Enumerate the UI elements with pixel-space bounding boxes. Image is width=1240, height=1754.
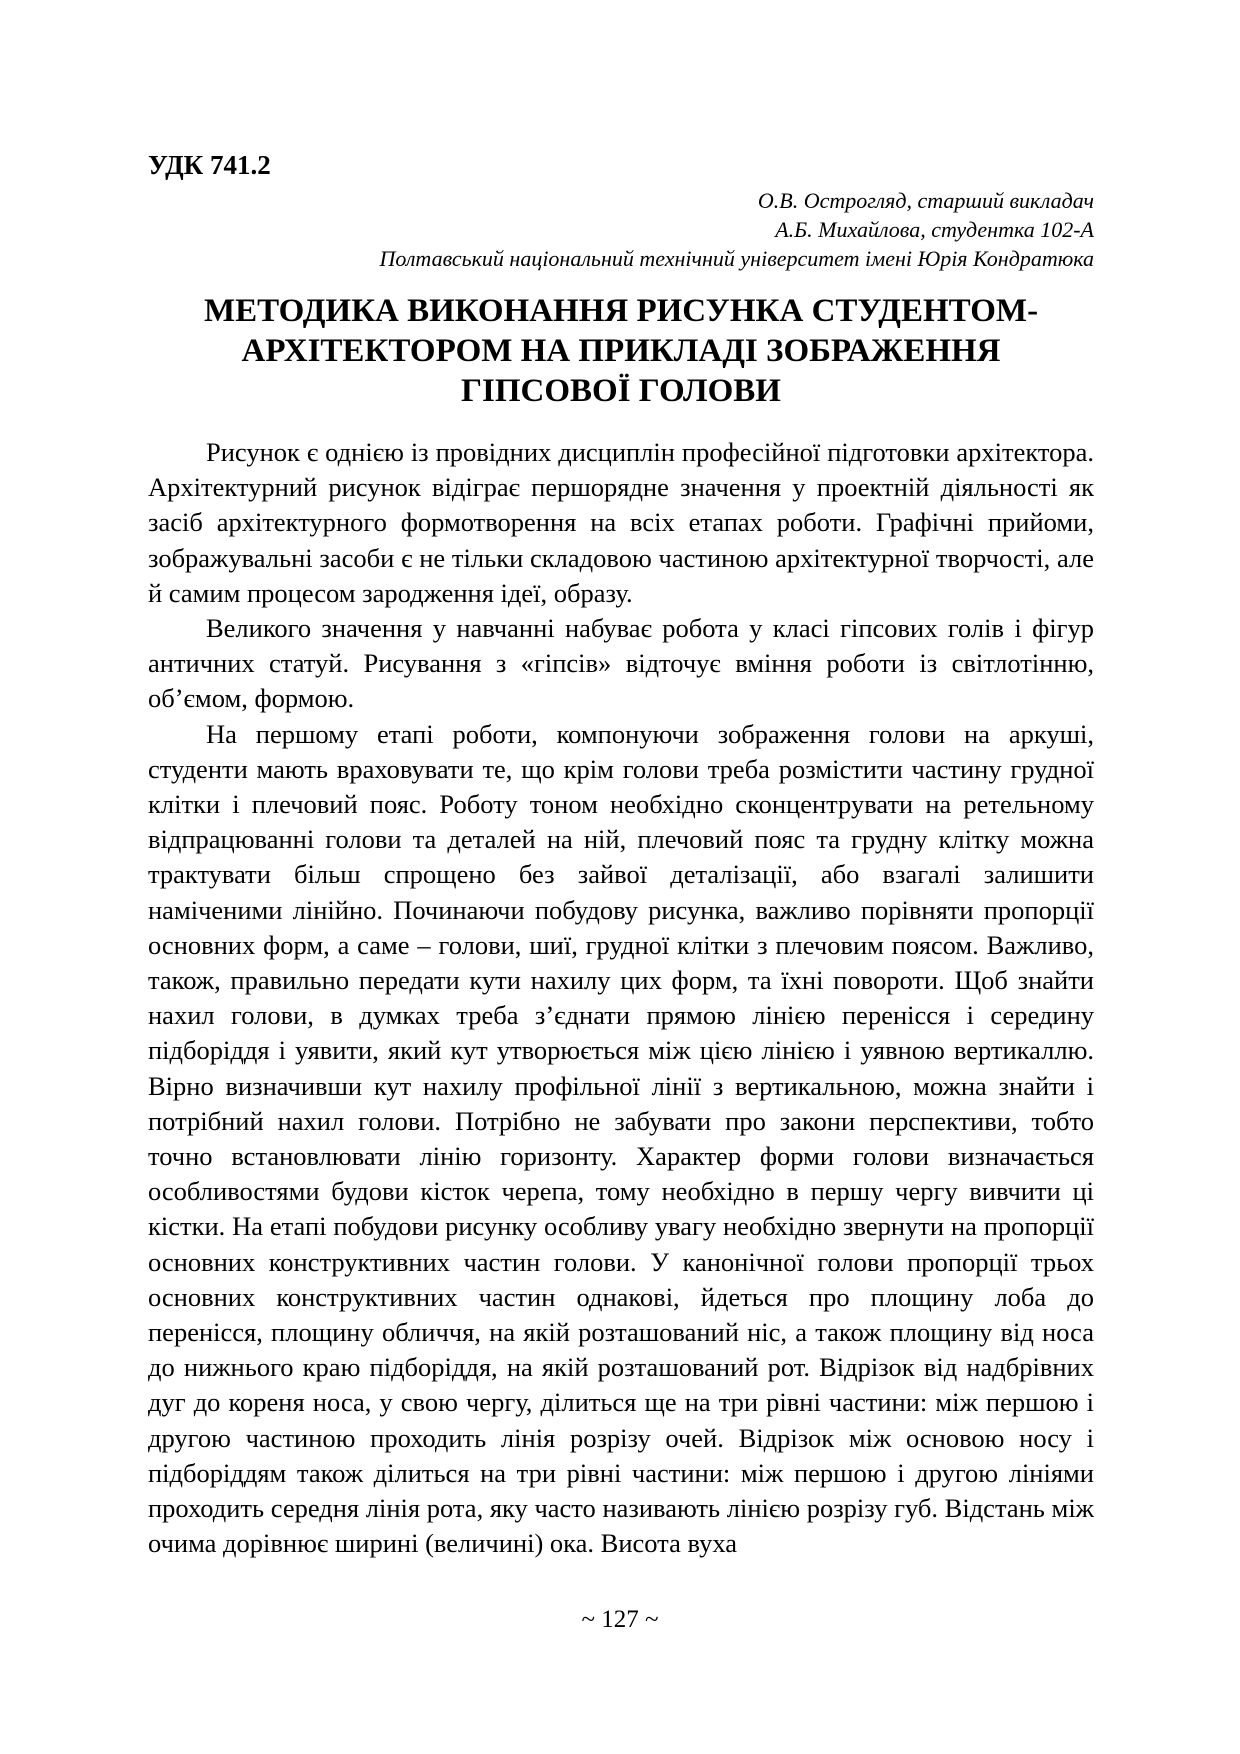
article-body (148, 435, 1094, 1562)
title-line-1: МЕТОДИКА ВИКОНАННЯ РИСУНКА СТУДЕНТОМ- (203, 293, 1039, 329)
author-line-2: А.Б. Михайлова, студентка 102-А (775, 217, 1094, 242)
title-line-3: ГІПСОВОЇ ГОЛОВИ (461, 373, 781, 409)
affiliation-line: Полтавський національний технічний університет імені Юрія Кондратюка (379, 246, 1094, 271)
paragraph-3: На першому етапі роботи, компонуючи зображення голови на аркуші, студенти мають враховувати те, що крім голови треба розмістити частину грудної клітки і плечовий пояс. Роботу тоном необхідно сконцентрувати на ретельному відпрацюванні голови та деталей на ній, плечовий пояс та грудну клітку можна трактувати більш спрощено без зайвої деталізації, або взагалі залишити наміченими лінійно. Починаючи побудову рисунка, важливо порівняти пропорції основних форм, а саме – голови, шиї, грудної клітки з плечовим поясом. Важливо, також, правильно передати кути нахилу цих форм, та їхні повороти. Щоб знайти нахил голови, в думках треба з’єднати прямою лінією перенісся і середину підборіддя і уявити, який кут утворюється між цією лінією і уявною вертикаллю. Вірно визначивши кут нахилу профільної лінії з вертикальною, можна знайти і потрібний нахил голови. Потрібно не забувати про закони перспективи, тобто точно встановлювати лінію горизонту. Характер форми голови визначається особливостями будови кісток черепа, тому необхідно в першу чергу вивчити ці кістки. На етапі побудови рисунку особливу увагу необхідно звернути на пропорції основних конструктивних частин голови. У канонічної голови пропорції трьох основних конструктивних частин однакові, йдеться про площину лоба до перенісся, площину обличчя, на якій розташований ніс, а також площину від носа до нижнього краю підборіддя, на якій розташований рот. Відрізок від надбрівних дуг до кореня носа, у свою чергу, ділиться ще на три рівні частини: між першою і другою частиною проходить лінія розрізу очей. Відрізок між основою носу і підборіддям також ділиться на три рівні частини: між першою і другою лініями проходить середня лінія рота, яку часто називають лінією розрізу губ. Відстань між очима дорівнює ширині (величині) ока. Висота вуха (148, 718, 1094, 1559)
page-number: ~ 127 ~ (581, 1606, 659, 1633)
udk-code: УДК 741.2 (148, 150, 271, 180)
title-line-2: АРХІТЕКТОРОМ НА ПРИКЛАДІ ЗОБРАЖЕННЯ (241, 333, 1001, 369)
author-block (148, 186, 1094, 273)
paragraph-1: Рисунок є однією із провідних дисциплін професійної підготовки архітектора. Архітектурний рисунок відіграє першорядне значення у проектній діяльності як засіб архітектурного формотворення на всіх етапах роботи. Графічні прийоми, зображувальні засоби є не тільки складовою частиною архітектурної творчості, але й самим процесом зародження ідеї, образу. (148, 437, 1094, 608)
paragraph-2: Великого значення у навчанні набуває робота у класі гіпсових голів і фігур античних статуй. Рисування з «гіпсів» відточує вміння роботи із світлотінню, об’ємом, формою. (148, 613, 1094, 714)
article-page (148, 148, 1094, 1562)
author-line-1: О.В. Острогляд, старший викладач (757, 188, 1094, 213)
article-title (148, 291, 1094, 411)
